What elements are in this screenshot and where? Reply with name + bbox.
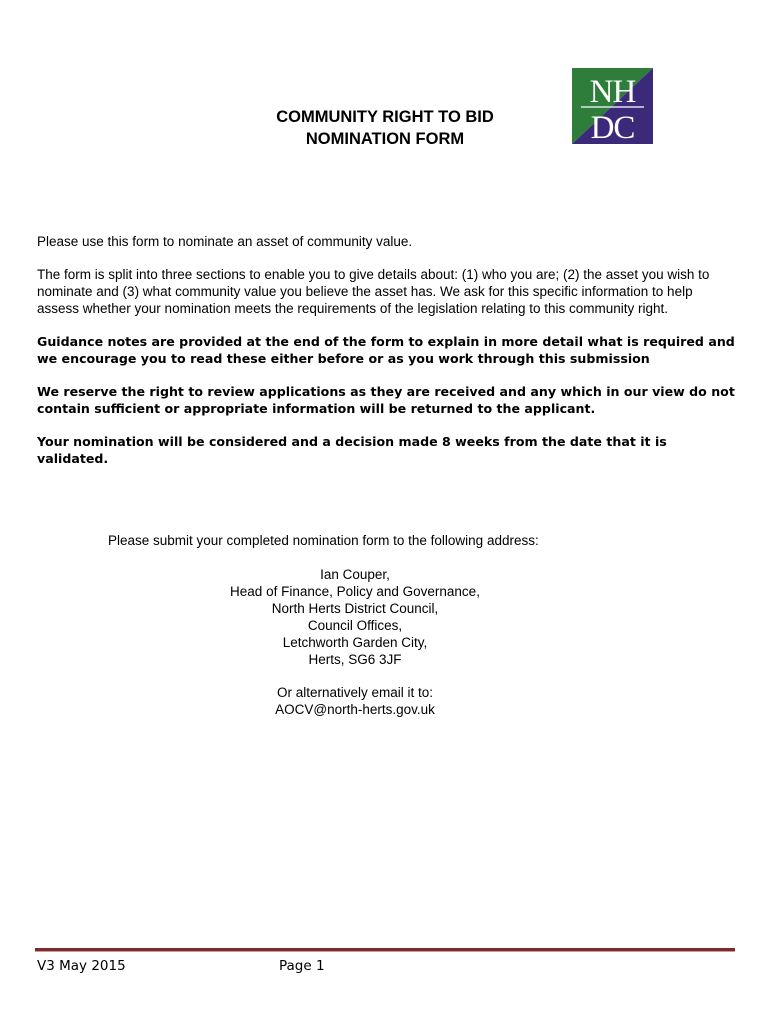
- intro-paragraph-1: Please use this form to nominate an asset of community value.: [37, 234, 413, 249]
- email-contact: [205, 684, 505, 718]
- email-address[interactable]: AOCV@north-herts.gov.uk: [275, 702, 435, 717]
- postal-address: [185, 566, 525, 668]
- title-line-1: COMMUNITY RIGHT TO BID: [276, 108, 494, 126]
- address-line: North Herts District Council,: [271, 601, 439, 616]
- footer-divider: [35, 948, 735, 952]
- address-line: Ian Couper,: [320, 567, 390, 582]
- document-title: [185, 106, 585, 150]
- intro-paragraph-2: The form is split into three sections to enable you to give details about: (1) who you are; (2) the asset you wish to nominate and (3) what community value you believe the asset has. We ask for this specific information to help assess whether your nomination meets the requirements of the legislation relating to this community right.: [37, 267, 710, 316]
- address-line: Council Offices,: [307, 618, 403, 633]
- footer-page-number: Page 1: [279, 958, 325, 974]
- address-line: Letchworth Garden City,: [282, 635, 428, 650]
- footer-version: V3 May 2015: [37, 958, 126, 974]
- guidance-notice: Guidance notes are provided at the end of the form to explain in more detail what is required and we encourage you to read these either before or as you work through this submission: [37, 334, 735, 366]
- nhdc-logo: [572, 68, 653, 144]
- address-line: Herts, SG6 3JF: [308, 652, 402, 667]
- intro-section: [37, 233, 737, 483]
- decision-notice: Your nomination will be considered and a decision made 8 weeks from the date that it is validated.: [37, 434, 667, 466]
- logo-text-top: NH: [589, 74, 636, 110]
- submission-intro: Please submit your completed nomination form to the following address:: [108, 533, 539, 548]
- review-notice: We reserve the right to review applications as they are received and any which in our view do not contain sufficient or appropriate information will be returned to the applicant.: [37, 384, 735, 416]
- logo-text-bottom: DC: [590, 110, 635, 144]
- title-line-2: NOMINATION FORM: [305, 130, 465, 148]
- address-line: Head of Finance, Policy and Governance,: [230, 584, 480, 599]
- email-label: Or alternatively email it to:: [276, 685, 434, 700]
